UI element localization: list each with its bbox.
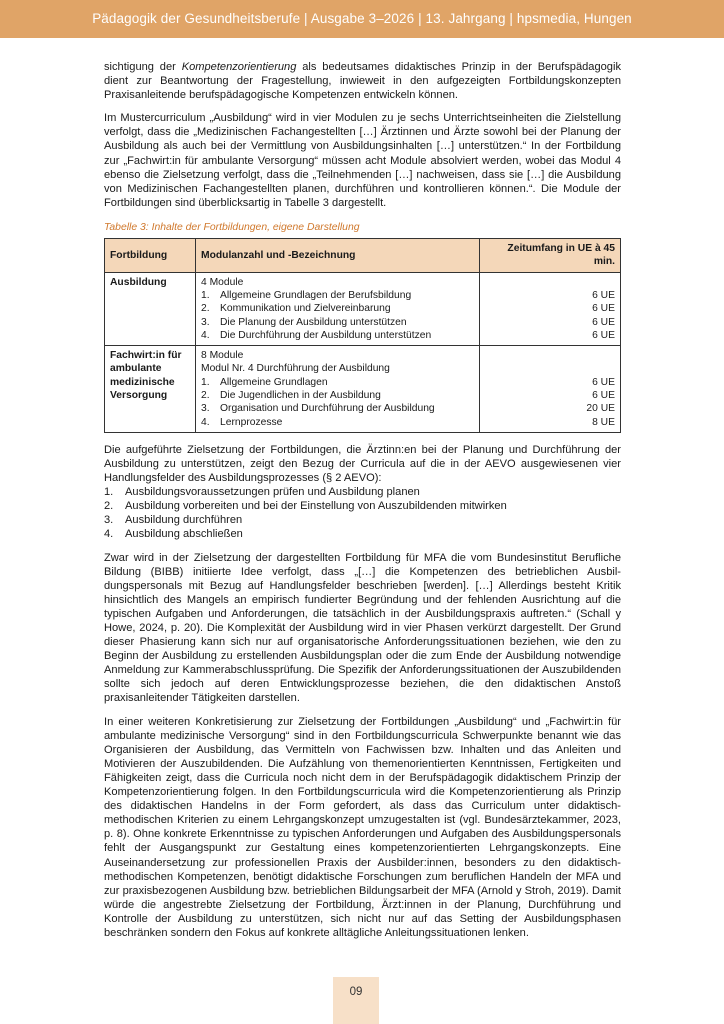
handlungsfelder-list xyxy=(104,485,621,541)
journal-header-text: Pädagogik der Gesundheitsberufe | Ausgabe 3–2026 | 13. Jahrgang | hpsmedia, Hungen xyxy=(92,11,632,26)
module-hours: 6 UE xyxy=(592,303,615,315)
paragraph-mustercurriculum: Im Mustercurriculum „Ausbildung“ wird in vier Modulen zu je sechs Unterrichtseinheiten die Zielstellung verfolgt, dass die „Medizinischen Fachangestellten […] Ärztinnen und Ärzte sowohl bei der Planung der Ausbildung als auch bei der Vermittlung von Ausbildungsinhalten […] unterstützen.“ In der Fortbildung zur „Fachwirt:in für ambulante Versorgung“ müssen acht Module absolviert werden, wobei das Modul 4 ebenso die Zielsetzung verfolgt, dass die „Teilnehmenden […] nachweisen, dass sie […] die Ausbildung von Medizinischen Fachangestellten planen, durchführen und kontrollieren können.“. Die Module der Fortbildungen sind überblicksartig in Tabelle 3 dargestellt. xyxy=(104,112,621,209)
header-fortbildung: Fortbildung xyxy=(105,239,196,273)
header-module: Modulanzahl und -Bezeichnung xyxy=(196,239,480,273)
emphasis-term: Kompetenzorientierung xyxy=(181,61,297,73)
module-item: 3. Organisation und Durchführung der Ausbildung xyxy=(201,403,435,415)
list-item: 4. Ausbildung abschließen xyxy=(104,528,243,541)
row-name: Ausbildung xyxy=(105,272,196,345)
module-count: 8 Module xyxy=(201,350,244,362)
module-count: 4 Module xyxy=(201,276,244,288)
journal-header xyxy=(0,0,724,38)
row-hours xyxy=(480,346,621,433)
table-row xyxy=(105,346,621,433)
list-item: 1. Ausbildungsvoraussetzungen prüfen und Ausbildung planen xyxy=(104,486,420,499)
module-item: 2. Kommunikation und Zielvereinbarung xyxy=(201,303,391,315)
paragraph-konkretisierung: In einer weiteren Konkretisierung zur Zielsetzung der Fortbildungen „Ausbildung“ und „Fachwirt:in für ambulante medizinische Versorgung“ sind in den Fortbildungscurricula Schwerpunkte benannt wie das Organisieren der Ausbildung, das Vermitteln von Fachwissen bzw. Inhalten und das Anleiten und Motivieren der Auszubildenden. Die Aufzählung von themenorientierten Kenntnissen, Fertigkeiten und Fähigkeiten zeigt, dass die Curricula noch nicht dem in der Berufspädagogik didaktischem Prinzip der Kompetenzorientierung folgen. In den Fortbildungscurricula wird die Kompetenzorientierung als Prinzip des didaktischen Handelns in der Form gefordert, als dass das Curriculum unter didaktisch-methodischen Kriterien zu einem Lehrgangskonzept umzugestalten ist (vgl. Bundesärztekammer, 2023, p. 8). Ohne konkrete Erkenntnisse zu typischen Anforderungen und Aufgaben des Ausbildungspersonals fehlt der Ausgangspunkt zur Gestaltung eines kompetenzorientierten Lehrgangskonzepts. Eine Auseinandersetzung zur professionellen Praxis der Ausbilder:innen, besonders zu den didaktisch-methodischen Kompetenzen, benötigt didaktische Forschungen zum beruflichen Handeln der MFA und zur praxisbezogenen Ausbildung bzw. betrieblichen Bildungsarbeit der MFA (Arnold y Stroh, 2019). Damit würde die angestrebte Zielsetzung der Fortbildung, Ärzt:innen in der Planung, Durchführung und Kontrolle der Ausbildung zu unterstützen, sich nicht nur auf das Setting der Ausbildungsphasen beschränken sondern den Fokus auf konkrete alltägliche Anleitungssituationen lenken. xyxy=(104,715,621,939)
module-hours: 20 UE xyxy=(586,403,615,415)
module-item: 1. Allgemeine Grundlagen xyxy=(201,376,328,388)
module-item: 2. Die Jugendlichen in der Ausbildung xyxy=(201,390,381,401)
module-hours: 6 UE xyxy=(592,376,615,388)
module-item: 4. Die Durchführung der Ausbildung unterstützen xyxy=(201,329,432,341)
list-item: 3. Ausbildung durchführen xyxy=(104,514,243,527)
module-hours: 6 UE xyxy=(592,316,615,328)
module-subtitle: Modul Nr. 4 Durchführung der Ausbildung xyxy=(201,363,390,375)
page-number: 09 xyxy=(333,977,379,1024)
table-caption: Tabelle 3: Inhalte der Fortbildungen, eigene Darstellung xyxy=(104,221,360,233)
module-item: 1. Allgemeine Grundlagen der Berufsbildung xyxy=(201,289,412,301)
paragraph-zielsetzung: Die aufgeführte Zielsetzung der Fortbildungen, die Ärztinn:en bei der Planung und Durchführung der Ausbildung zu unterstützen, zeigt den Bezug der Curricula auf die in der AEVO ausgewiesenen vier Handlungsfelder des Ausbildungsprozesses (§ 2 AEVO): xyxy=(104,443,621,485)
article-body xyxy=(104,60,621,949)
row-name: Fachwirt:in für ambulante medizinische Versorgung xyxy=(105,346,196,433)
module-hours: 8 UE xyxy=(592,416,615,428)
header-zeitumfang: Zeitumfang in UE à 45 min. xyxy=(480,239,621,273)
list-item: 2. Ausbildung vorbereiten und bei der Einstellung von Auszubildenden mitwirken xyxy=(104,500,507,513)
row-modules xyxy=(196,346,480,433)
table-row xyxy=(105,272,621,345)
row-hours xyxy=(480,272,621,345)
table-header-row xyxy=(105,239,621,273)
module-table xyxy=(104,238,621,433)
module-item: 3. Die Planung der Ausbildung unterstützen xyxy=(201,316,407,328)
intro-paragraph: sichtigung der Kompetenzorientierung als bedeutsames didaktisches Prinzip in der Berufspädagogik dient zur Beantwortung der Fragestellung, inwieweit in den aufgezeigten Fortbildungskonzepten Praxisanleitende berufspädagogische Kompetenzen entwickeln können. xyxy=(104,61,621,102)
module-hours: 6 UE xyxy=(592,390,615,401)
row-modules xyxy=(196,272,480,345)
paragraph-kritik: Zwar wird in der Zielsetzung der dargestellten Fortbildung für MFA die vom Bundesinstitut Berufliche Bildung (BIBB) initiierte Idee verfolgt, dass „[…] die Kompetenzen des betrieblichen Ausbildungspersonals mit Bezug auf Handlungsfelder beschrieben [werden]. […] Allerdings besteht Kritik hinsichtlich des Mangels an empirisch fundierter Begründung und der fehlenden Ausrichtung auf die typischen Aufgaben und Anforderungen, die tatsächlich in der Ausbildungspraxis auftreten.“ (Schall y Howe, 2024, p. 20). Die Komplexität der Ausbildung wird in vier Phasen verkürzt dargestellt. Der Grund dieser Phasierung kann sich nur auf organisatorische Anforderungssituationen beziehen, wie den zu Beginn der Ausbildung zu erstellenden Ausbildungsplan oder die zum Ende der Ausbildung notwendige Anmeldung zur Kammerabschlussprüfung. Die Spezifik der Anforderungssituationen der Auszubildenden sollte sich jedoch auf deren Entwicklungsprozesse beziehen, die den didaktischen Anstoß praxisanleitender Tätigkeiten darstellen. xyxy=(104,551,621,705)
module-hours: 6 UE xyxy=(592,329,615,341)
module-hours: 6 UE xyxy=(592,289,615,301)
module-item: 4. Lernprozesse xyxy=(201,416,283,428)
